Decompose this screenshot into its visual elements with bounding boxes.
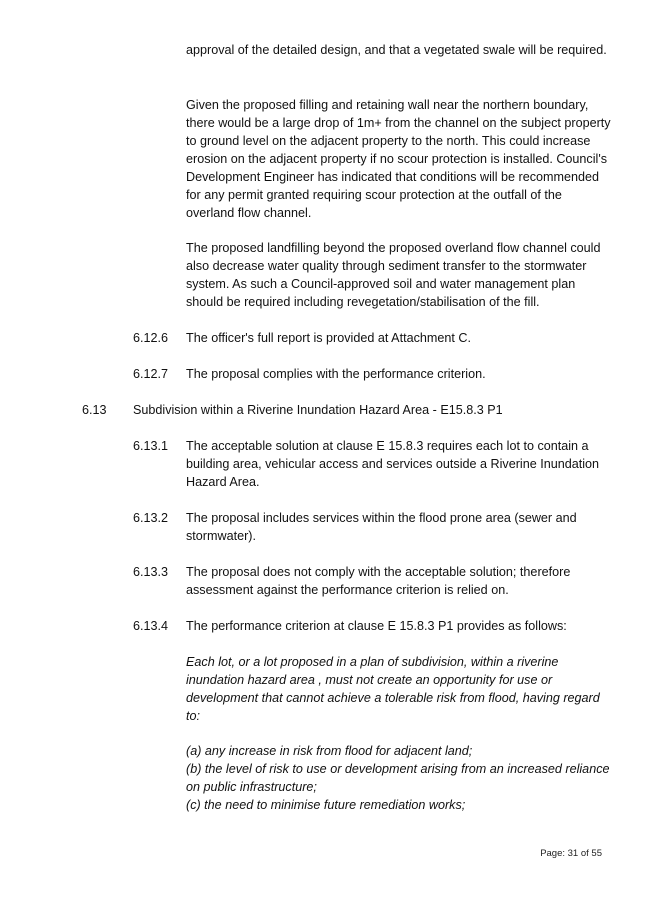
item-text: The proposal does not comply with the acceptable solution; therefore assessment against the performance criterion is relied on.: [186, 565, 571, 597]
item-text: The proposal includes services within the flood prone area (sewer and stormwater).: [186, 511, 577, 543]
item-number: 6.13.4: [133, 619, 169, 633]
item-text: The acceptable solution at clause E 15.8.3 requires each lot to contain a building area, vehicular access and services outside a Riverine Inundation Hazard Area.: [186, 439, 600, 489]
item-number: 6.13.2: [133, 511, 169, 525]
section-number: 6.13: [82, 403, 107, 417]
quote-item-a: (a) any increase in risk from flood for adjacent land;: [186, 744, 473, 758]
quote-item-c: (c) the need to minimise future remediation works;: [186, 798, 466, 812]
quote-intro: Each lot, or a lot proposed in a plan of subdivision, within a riverine inundation hazard area , must not create an opportunity for use or development that cannot achieve a tolerable risk from flood, having regard to:: [186, 655, 600, 723]
paragraph-swale-approval: approval of the detailed design, and that a vegetated swale will be required.: [186, 43, 607, 57]
item-text: The performance criterion at clause E 15.8.3 P1 provides as follows:: [186, 619, 567, 633]
section-title: Subdivision within a Riverine Inundation Hazard Area - E15.8.3 P1: [133, 403, 503, 417]
item-number: 6.12.7: [133, 367, 169, 381]
quote-item-b: (b) the level of risk to use or development arising from an increased reliance on public infrastructure;: [186, 762, 610, 794]
item-number: 6.12.6: [133, 331, 169, 345]
item-number: 6.13.1: [133, 439, 169, 453]
item-text: The officer's full report is provided at Attachment C.: [186, 331, 471, 345]
paragraph-filling-erosion: Given the proposed filling and retaining wall near the northern boundary, there would be a large drop of 1m+ from the channel on the subject property to ground level on the adjacent property to the north. This could increase erosion on the adjacent property if no scour protection is installed. Council's Development Engineer has indicated that conditions will be recommended for any permit granted requiring scour protection at the outfall of the overland flow channel.: [186, 98, 611, 220]
item-text: The proposal complies with the performance criterion.: [186, 367, 486, 381]
page-number: Page: 31 of 55: [540, 848, 602, 859]
item-number: 6.13.3: [133, 565, 169, 579]
paragraph-water-quality: The proposed landfilling beyond the proposed overland flow channel could also decrease water quality through sediment transfer to the stormwater system. As such a Council-approved soil and water management plan should be required including revegetation/stabilisation of the fill.: [186, 241, 601, 309]
